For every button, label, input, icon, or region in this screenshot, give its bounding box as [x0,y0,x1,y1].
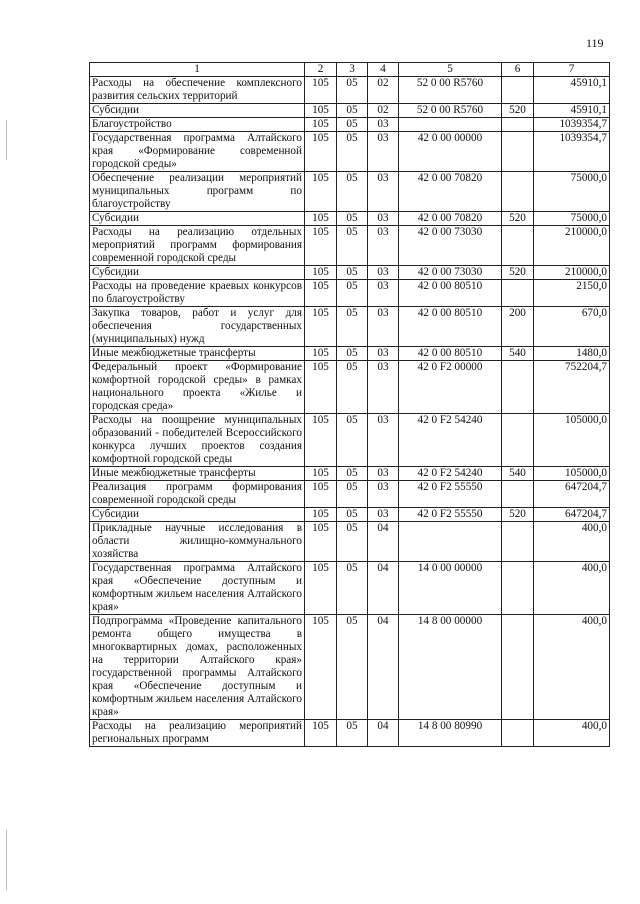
row-ministry-cell: 105 [305,212,337,226]
row-expense-type-cell: 540 [502,467,534,481]
row-expense-type-cell [502,172,534,212]
row-expense-type-cell [502,361,534,414]
row-ministry-cell: 105 [305,361,337,414]
row-amount-cell: 1039354,7 [534,132,610,172]
row-amount-cell: 1480,0 [534,347,610,361]
row-target-article-cell: 42 0 F2 55550 [399,481,502,508]
row-target-article-cell: 42 0 00 00000 [399,132,502,172]
row-section-cell: 05 [337,481,368,508]
row-ministry-cell: 105 [305,266,337,280]
row-amount-cell: 75000,0 [534,212,610,226]
row-expense-type-cell: 520 [502,212,534,226]
row-name-cell: Прикладные научные исследования в области жилищно-коммунального хозяйства [90,522,305,562]
row-expense-type-cell [502,615,534,720]
column-header: 4 [368,63,399,77]
column-header: 5 [399,63,502,77]
row-name-cell: Реализация программ формирования современной городской среды [90,481,305,508]
table-row [90,280,610,307]
row-amount-cell: 210000,0 [534,226,610,266]
row-expense-type-cell [502,226,534,266]
row-section-cell: 05 [337,132,368,172]
row-ministry-cell: 105 [305,414,337,467]
row-subsection-cell: 02 [368,104,399,118]
row-section-cell: 05 [337,522,368,562]
column-header: 7 [534,63,610,77]
row-name-cell: Иные межбюджетные трансферты [90,467,305,481]
row-name-cell: Субсидии [90,212,305,226]
budget-table [89,62,610,747]
row-name-cell: Федеральный проект «Формирование комфортной городской среды» в рамках национального проекта «Жилье и городская среда» [90,361,305,414]
row-expense-type-cell: 520 [502,508,534,522]
row-name-cell: Расходы на поощрение муниципальных образований - победителей Всероссийского конкурса лучших проектов создания комфортной городской среды [90,414,305,467]
row-section-cell: 05 [337,361,368,414]
row-amount-cell: 105000,0 [534,414,610,467]
table-row [90,104,610,118]
row-target-article-cell: 52 0 00 R5760 [399,104,502,118]
table-row [90,307,610,347]
row-ministry-cell: 105 [305,226,337,266]
row-ministry-cell: 105 [305,307,337,347]
row-section-cell: 05 [337,307,368,347]
row-target-article-cell: 14 8 00 80990 [399,720,502,747]
row-amount-cell: 400,0 [534,720,610,747]
row-target-article-cell: 42 0 F2 55550 [399,508,502,522]
row-ministry-cell: 105 [305,132,337,172]
table-row [90,481,610,508]
row-amount-cell: 400,0 [534,615,610,720]
row-ministry-cell: 105 [305,172,337,212]
table-row [90,522,610,562]
row-name-cell: Расходы на проведение краевых конкурсов по благоустройству [90,280,305,307]
row-amount-cell: 45910,1 [534,77,610,104]
row-name-cell: Обеспечение реализации мероприятий муниципальных программ по благоустройству [90,172,305,212]
row-ministry-cell: 105 [305,104,337,118]
row-subsection-cell: 03 [368,266,399,280]
row-section-cell: 05 [337,347,368,361]
row-subsection-cell: 02 [368,77,399,104]
column-header: 6 [502,63,534,77]
table-row [90,212,610,226]
row-name-cell: Субсидии [90,508,305,522]
row-subsection-cell: 03 [368,347,399,361]
scan-margin-mark [6,830,7,890]
table-row [90,77,610,104]
scan-margin-mark [6,120,7,160]
row-amount-cell: 400,0 [534,522,610,562]
row-ministry-cell: 105 [305,347,337,361]
row-subsection-cell: 03 [368,361,399,414]
table-body [90,77,610,747]
row-subsection-cell: 04 [368,615,399,720]
row-expense-type-cell [502,280,534,307]
row-ministry-cell: 105 [305,562,337,615]
row-name-cell: Расходы на обеспечение комплексного развития сельских территорий [90,77,305,104]
row-amount-cell: 105000,0 [534,467,610,481]
row-section-cell: 05 [337,212,368,226]
row-name-cell: Подпрограмма «Проведение капитального ремонта общего имущества в многоквартирных домах, расположенных на территории Алтайского края» государственной программы Алтайского края «Обеспечение доступным и комфортным жильем населения Алтайского края» [90,615,305,720]
row-target-article-cell: 42 0 F2 00000 [399,361,502,414]
row-subsection-cell: 03 [368,467,399,481]
table-header-row [90,63,610,77]
row-section-cell: 05 [337,104,368,118]
row-amount-cell: 647204,7 [534,481,610,508]
column-header: 3 [337,63,368,77]
row-target-article-cell [399,522,502,562]
row-section-cell: 05 [337,562,368,615]
row-name-cell: Закупка товаров, работ и услуг для обеспечения государственных (муниципальных) нужд [90,307,305,347]
row-ministry-cell: 105 [305,118,337,132]
row-amount-cell: 752204,7 [534,361,610,414]
table-row [90,361,610,414]
row-subsection-cell: 03 [368,226,399,266]
table-row [90,414,610,467]
row-section-cell: 05 [337,77,368,104]
row-section-cell: 05 [337,172,368,212]
row-ministry-cell: 105 [305,280,337,307]
row-expense-type-cell [502,522,534,562]
row-ministry-cell: 105 [305,720,337,747]
table-row [90,720,610,747]
row-expense-type-cell [502,562,534,615]
row-target-article-cell: 52 0 00 R5760 [399,77,502,104]
row-subsection-cell: 04 [368,720,399,747]
table-row [90,467,610,481]
row-name-cell: Расходы на реализацию мероприятий региональных программ [90,720,305,747]
row-section-cell: 05 [337,508,368,522]
table-row [90,172,610,212]
row-ministry-cell: 105 [305,508,337,522]
row-subsection-cell: 03 [368,172,399,212]
row-subsection-cell: 03 [368,414,399,467]
table-row [90,562,610,615]
table-row [90,508,610,522]
row-expense-type-cell [502,118,534,132]
row-ministry-cell: 105 [305,522,337,562]
row-subsection-cell: 04 [368,522,399,562]
row-subsection-cell: 03 [368,307,399,347]
row-target-article-cell: 42 0 F2 54240 [399,414,502,467]
row-subsection-cell: 03 [368,132,399,172]
row-name-cell: Расходы на реализацию отдельных мероприятий программ формирования современной городской среды [90,226,305,266]
row-section-cell: 05 [337,414,368,467]
row-amount-cell: 45910,1 [534,104,610,118]
row-target-article-cell: 42 0 00 70820 [399,172,502,212]
row-section-cell: 05 [337,615,368,720]
row-subsection-cell: 03 [368,481,399,508]
row-name-cell: Иные межбюджетные трансферты [90,347,305,361]
row-target-article-cell: 42 0 00 80510 [399,347,502,361]
row-target-article-cell: 42 0 00 73030 [399,266,502,280]
row-expense-type-cell [502,481,534,508]
row-target-article-cell: 42 0 00 80510 [399,307,502,347]
table-row [90,266,610,280]
row-amount-cell: 210000,0 [534,266,610,280]
row-expense-type-cell: 200 [502,307,534,347]
row-amount-cell: 647204,7 [534,508,610,522]
row-expense-type-cell [502,720,534,747]
table-row [90,226,610,266]
row-section-cell: 05 [337,280,368,307]
row-section-cell: 05 [337,266,368,280]
row-section-cell: 05 [337,720,368,747]
row-expense-type-cell: 520 [502,266,534,280]
row-ministry-cell: 105 [305,77,337,104]
row-subsection-cell: 03 [368,280,399,307]
row-target-article-cell: 42 0 F2 54240 [399,467,502,481]
row-subsection-cell: 03 [368,508,399,522]
row-target-article-cell [399,118,502,132]
row-ministry-cell: 105 [305,481,337,508]
row-target-article-cell: 14 0 00 00000 [399,562,502,615]
table-row [90,615,610,720]
table-row [90,347,610,361]
row-name-cell: Субсидии [90,104,305,118]
row-section-cell: 05 [337,467,368,481]
row-amount-cell: 75000,0 [534,172,610,212]
row-expense-type-cell [502,132,534,172]
row-name-cell: Субсидии [90,266,305,280]
row-name-cell: Благоустройство [90,118,305,132]
row-target-article-cell: 42 0 00 73030 [399,226,502,266]
table-row [90,118,610,132]
row-target-article-cell: 42 0 00 70820 [399,212,502,226]
row-expense-type-cell: 520 [502,104,534,118]
row-section-cell: 05 [337,226,368,266]
row-name-cell: Государственная программа Алтайского края «Формирование современной городской среды» [90,132,305,172]
row-amount-cell: 2150,0 [534,280,610,307]
row-subsection-cell: 04 [368,562,399,615]
column-header: 1 [90,63,305,77]
row-target-article-cell: 14 8 00 00000 [399,615,502,720]
row-expense-type-cell [502,414,534,467]
row-ministry-cell: 105 [305,615,337,720]
page-number: 119 [586,36,604,50]
row-amount-cell: 400,0 [534,562,610,615]
row-amount-cell: 670,0 [534,307,610,347]
row-amount-cell: 1039354,7 [534,118,610,132]
row-section-cell: 05 [337,118,368,132]
row-expense-type-cell: 540 [502,347,534,361]
table-row [90,132,610,172]
column-header: 2 [305,63,337,77]
row-ministry-cell: 105 [305,467,337,481]
row-subsection-cell: 03 [368,118,399,132]
row-target-article-cell: 42 0 00 80510 [399,280,502,307]
row-expense-type-cell [502,77,534,104]
row-name-cell: Государственная программа Алтайского края «Обеспечение доступным и комфортным жильем населения Алтайского края» [90,562,305,615]
row-subsection-cell: 03 [368,212,399,226]
